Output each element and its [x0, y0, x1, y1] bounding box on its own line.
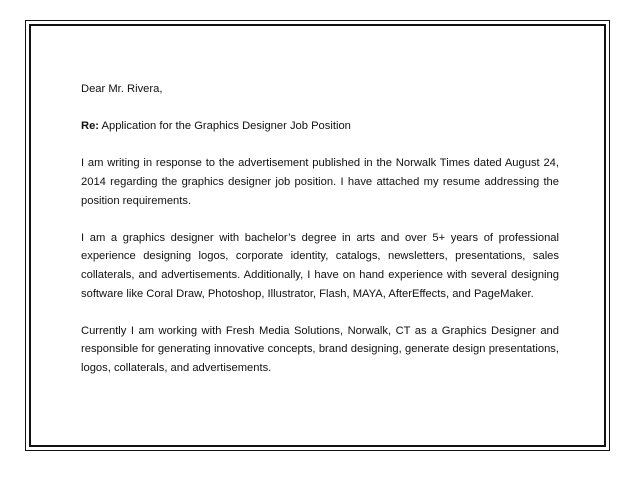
subject-label: Re:: [81, 120, 100, 133]
letter-paragraph-2: I am a graphics designer with bachelor’s degree in arts and over 5+ years of professional experience designing logos, corporate identity, catalogs, newsletters, presentations, sales collaterals, and advertisements. Additionally, I have on hand experience with several designing software like Coral Draw, Photoshop, Illustrator, Flash, MAYA, AfterEffects, and PageMaker.: [81, 231, 559, 300]
letter-subject-line: [81, 117, 559, 136]
letter-paragraph-1: I am writing in response to the advertisement published in the Norwalk Times dated August 24, 2014 regarding the graphics designer job position. I have attached my resume addressing the position requirements.: [81, 157, 559, 207]
letter-greeting: Dear Mr. Rivera,: [81, 83, 163, 95]
subject-text: Application for the Graphics Designer Job Position: [101, 120, 351, 133]
letter-paragraph-3: Currently I am working with Fresh Media Solutions, Norwalk, CT as a Graphics Designer and responsible for generating innovative concepts, brand designing, generate design presentations, logos, collaterals, and advertisements.: [81, 324, 559, 374]
cover-letter-body: [81, 80, 559, 378]
